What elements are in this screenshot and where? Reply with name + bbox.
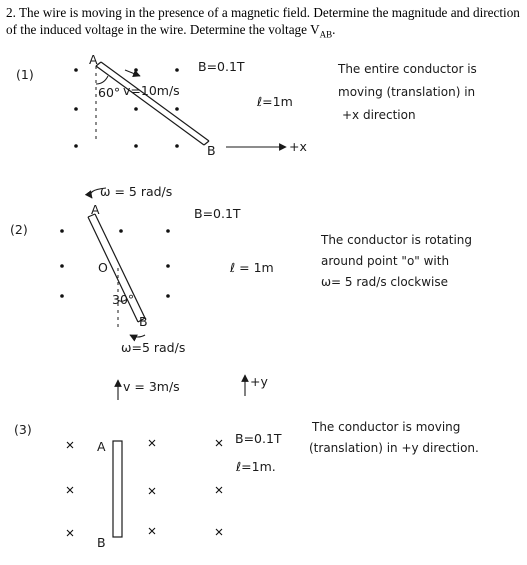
label-a-1: A — [89, 52, 98, 67]
field-dots-2 — [60, 229, 170, 298]
omega-arrow-bottom — [130, 335, 145, 337]
label-b-2: B — [139, 314, 148, 329]
note-1-line-3: +x direction — [342, 108, 416, 122]
conductor-3 — [113, 441, 122, 537]
x-axis-label: +x — [289, 139, 307, 154]
note-1-line-2: moving (translation) in — [338, 85, 476, 99]
velocity-1: v=10m/s — [123, 83, 180, 98]
problem-2 — [10, 184, 472, 355]
problem-3 — [14, 374, 479, 550]
length-3: ℓ=1m. — [236, 459, 276, 474]
y-axis-label: +y — [250, 374, 268, 389]
label-a-3: A — [97, 439, 106, 454]
label-o-2: O — [98, 260, 108, 275]
problem-1 — [16, 52, 477, 158]
angle-1: 60° — [98, 85, 121, 100]
note-2-line-1: The conductor is rotating — [321, 233, 473, 247]
field-2: B=0.1T — [194, 206, 241, 221]
problem-1-number: (1) — [16, 67, 34, 82]
note-3-line-2: (translation) in +y direction. — [309, 441, 479, 455]
note-2-line-2: around point "o" with — [321, 254, 450, 268]
note-2-line-3: ω= 5 rad/s clockwise — [321, 275, 448, 289]
field-3: B=0.1T — [235, 431, 282, 446]
conductor-1 — [96, 62, 209, 145]
field-1: B=0.1T — [198, 59, 245, 74]
problem-text-end: . — [332, 22, 336, 37]
voltage-subscript: AB — [319, 29, 333, 40]
angle-2: 30° — [112, 292, 135, 307]
velocity-3: v = 3m/s — [123, 379, 180, 394]
label-a-2: A — [91, 202, 100, 217]
note-1-line-1: The entire conductor is — [338, 62, 477, 76]
velocity-arrow-1 — [125, 70, 140, 76]
problem-3-number: (3) — [14, 422, 32, 437]
label-b-1: B — [207, 143, 216, 158]
length-2: ℓ = 1m — [230, 260, 274, 275]
field-crosses-3 — [67, 440, 222, 536]
omega-bottom: ω=5 rad/s — [121, 340, 186, 355]
length-1: ℓ=1m — [257, 94, 293, 109]
conductor-2 — [88, 214, 145, 330]
problem-2-number: (2) — [10, 222, 28, 237]
problem-text: 2. The wire is moving in the presence of a magnetic field. Determine the magnitude and direction of the induced voltage in the wire. Determine the voltage V — [6, 5, 520, 37]
omega-top: ω = 5 rad/s — [100, 184, 173, 199]
label-b-3: B — [97, 535, 106, 550]
note-3-line-1: The conductor is moving — [312, 420, 461, 434]
